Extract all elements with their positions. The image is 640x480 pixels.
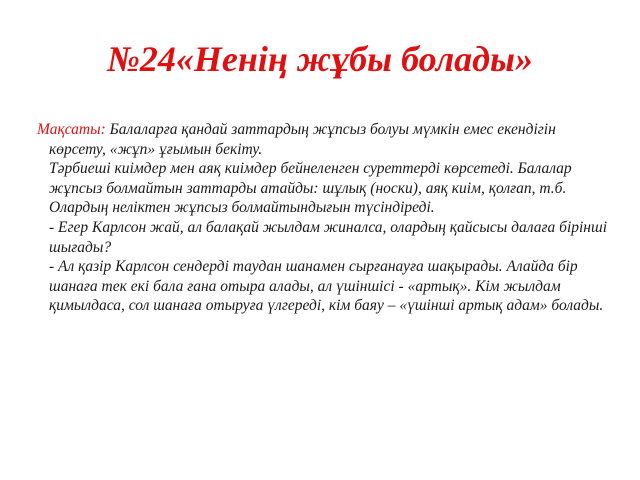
paragraph-3: - Ал қазір Карлсон сендерді таудан шанамен сырғанауға шақырады. Алайда бір шанаға тек екі бала ғана отыра алады, ал үшіншісі - «артық». Кім жылдам қимылдаса, сол шанаға отыруға үлгереді, кім баяу – «үшінші артық адам» болады. [49,258,604,315]
goal-label: Мақсаты: [37,121,106,138]
slide-title: №24«Ненің жұбы болады» [106,39,534,79]
slide-content [37,120,607,316]
goal-text-line2: көрсету, «жұп» ұғымын бекіту. [49,140,263,158]
goal-text-line1: Балаларға қандай заттардың жұпсыз болуы мүмкін емес екендігін [109,121,556,138]
goal-paragraph [37,120,607,159]
paragraph-2: - Егер Карлсон жай, ал балақай жылдам жиналса, олардың қайсысы далаға бірінші шығады? [49,218,607,256]
paragraph-1: Тәрбиеші киімдер мен аяқ киімдер бейнеленген суреттерді көрсетеді. Балалар жұпсыз болмайтын заттарды атайды: шұлық (носки), аяқ киім, қолғап, т.б. Олардың неліктен жұпсыз болмайтындығын түсіндіреді. [49,160,572,217]
